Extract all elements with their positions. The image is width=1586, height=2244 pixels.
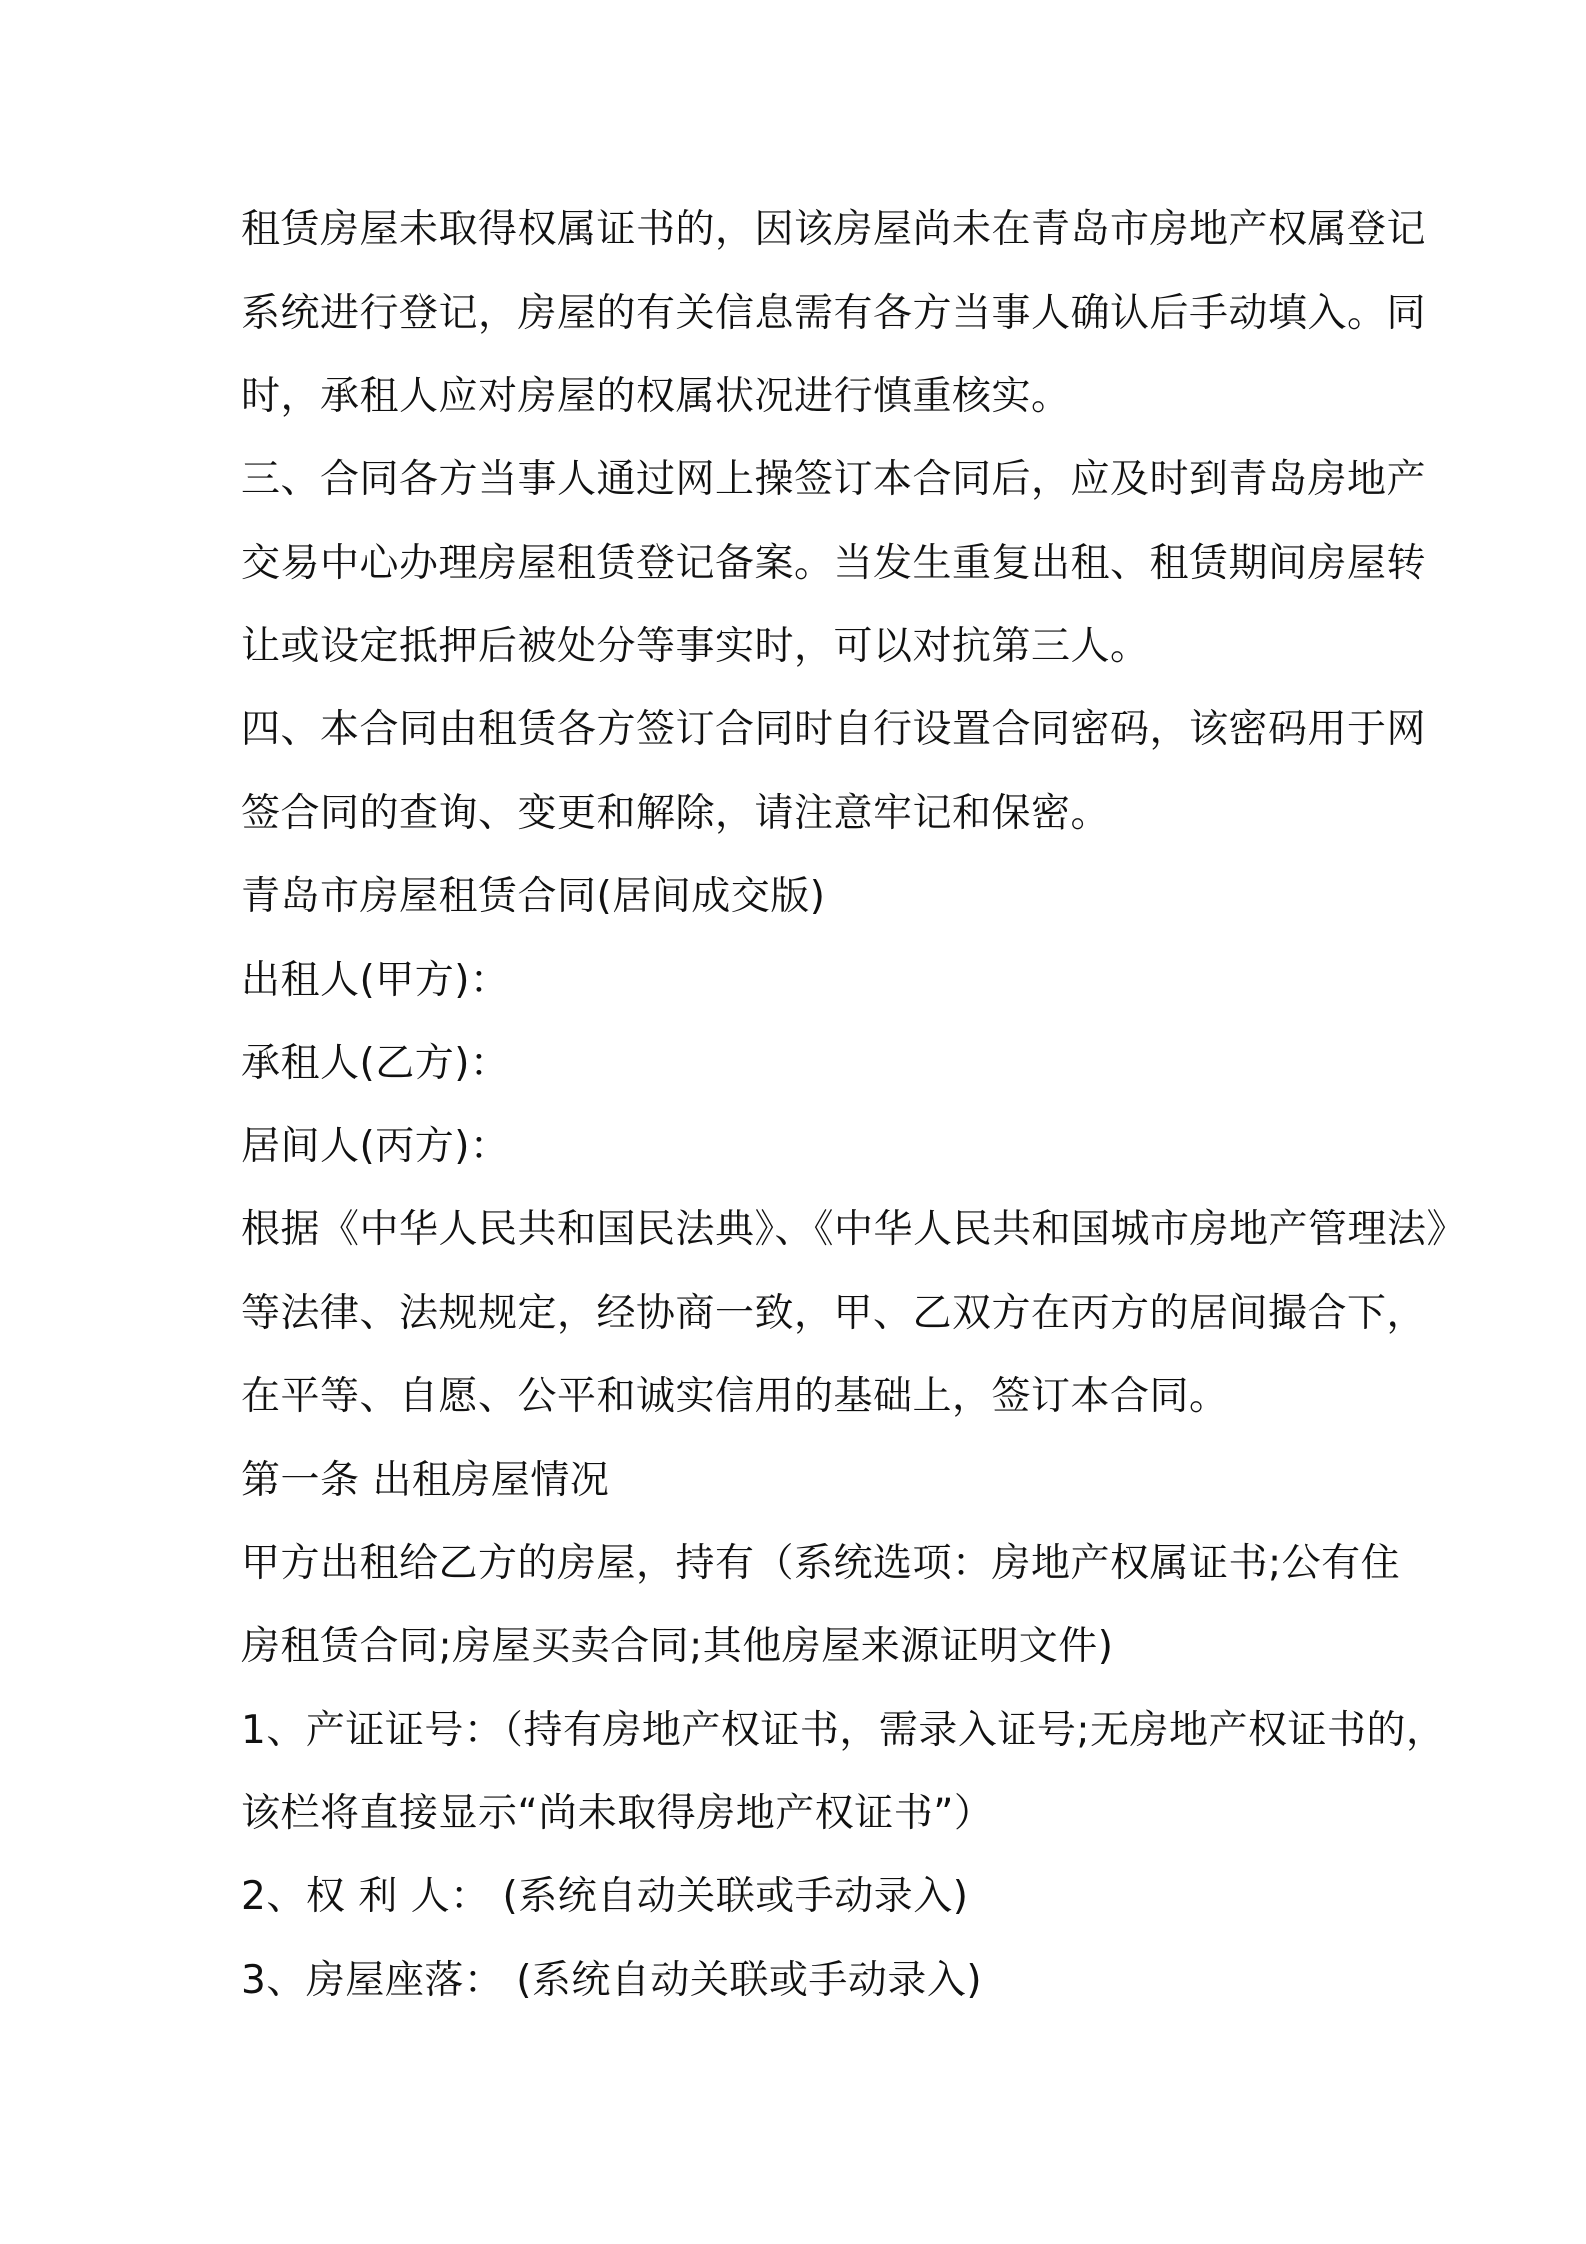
text-line: 时，承租人应对房屋的权属状况进行慎重核实。 [241,374,1071,419]
text-line: 让或设定抵押后被处分等事实时，可以对抗第三人。 [241,624,1150,669]
text-line: 四、本合同由租赁各方签订合同时自行设置合同密码，该密码用于网 [241,707,1427,752]
text-line: 系统进行登记，房屋的有关信息需有各方当事人确认后手动填入。同 [241,291,1427,336]
text-line: 2、权 利 人： (系统自动关联或手动录入) [241,1874,969,1919]
text-line: 房租赁合同;房屋买卖合同;其他房屋来源证明文件) [241,1624,1114,1669]
text-line: 在平等、自愿、公平和诚实信用的基础上，签订本合同。 [241,1374,1229,1419]
text-line: 租赁房屋未取得权属证书的，因该房屋尚未在青岛市房地产权属登记 [241,207,1427,252]
text-line: 根据《中华人民共和国民法典》、《中华人民共和国城市房地产管理法》 [241,1207,1467,1252]
article-heading: 第一条 出租房屋情况 [241,1458,610,1503]
text-line: 1、产证证号：（持有房地产权证书，需录入证号;无房地产权证书的， [241,1708,1446,1753]
text-line: 交易中心办理房屋租赁登记备案。当发生重复出租、租赁期间房屋转 [241,541,1427,586]
text-line: 3、房屋座落： (系统自动关联或手动录入) [241,1958,983,2003]
text-line: 三、合同各方当事人通过网上操签订本合同后，应及时到青岛房地产 [241,457,1427,502]
lessor-line: 出租人(甲方)： [241,958,510,1003]
document-title: 青岛市房屋租赁合同(居间成交版) [241,874,826,919]
text-line: 甲方出租给乙方的房屋，持有（系统选项：房地产权属证书;公有住 [241,1541,1401,1586]
lessee-line: 承租人(乙方)： [241,1041,510,1086]
text-line: 该栏将直接显示“尚未取得房地产权证书”） [241,1791,994,1836]
text-line: 等法律、法规规定，经协商一致，甲、乙双方在丙方的居间撮合下， [241,1291,1427,1336]
broker-line: 居间人(丙方)： [241,1124,510,1169]
text-line: 签合同的查询、变更和解除，请注意牢记和保密。 [241,791,1111,836]
